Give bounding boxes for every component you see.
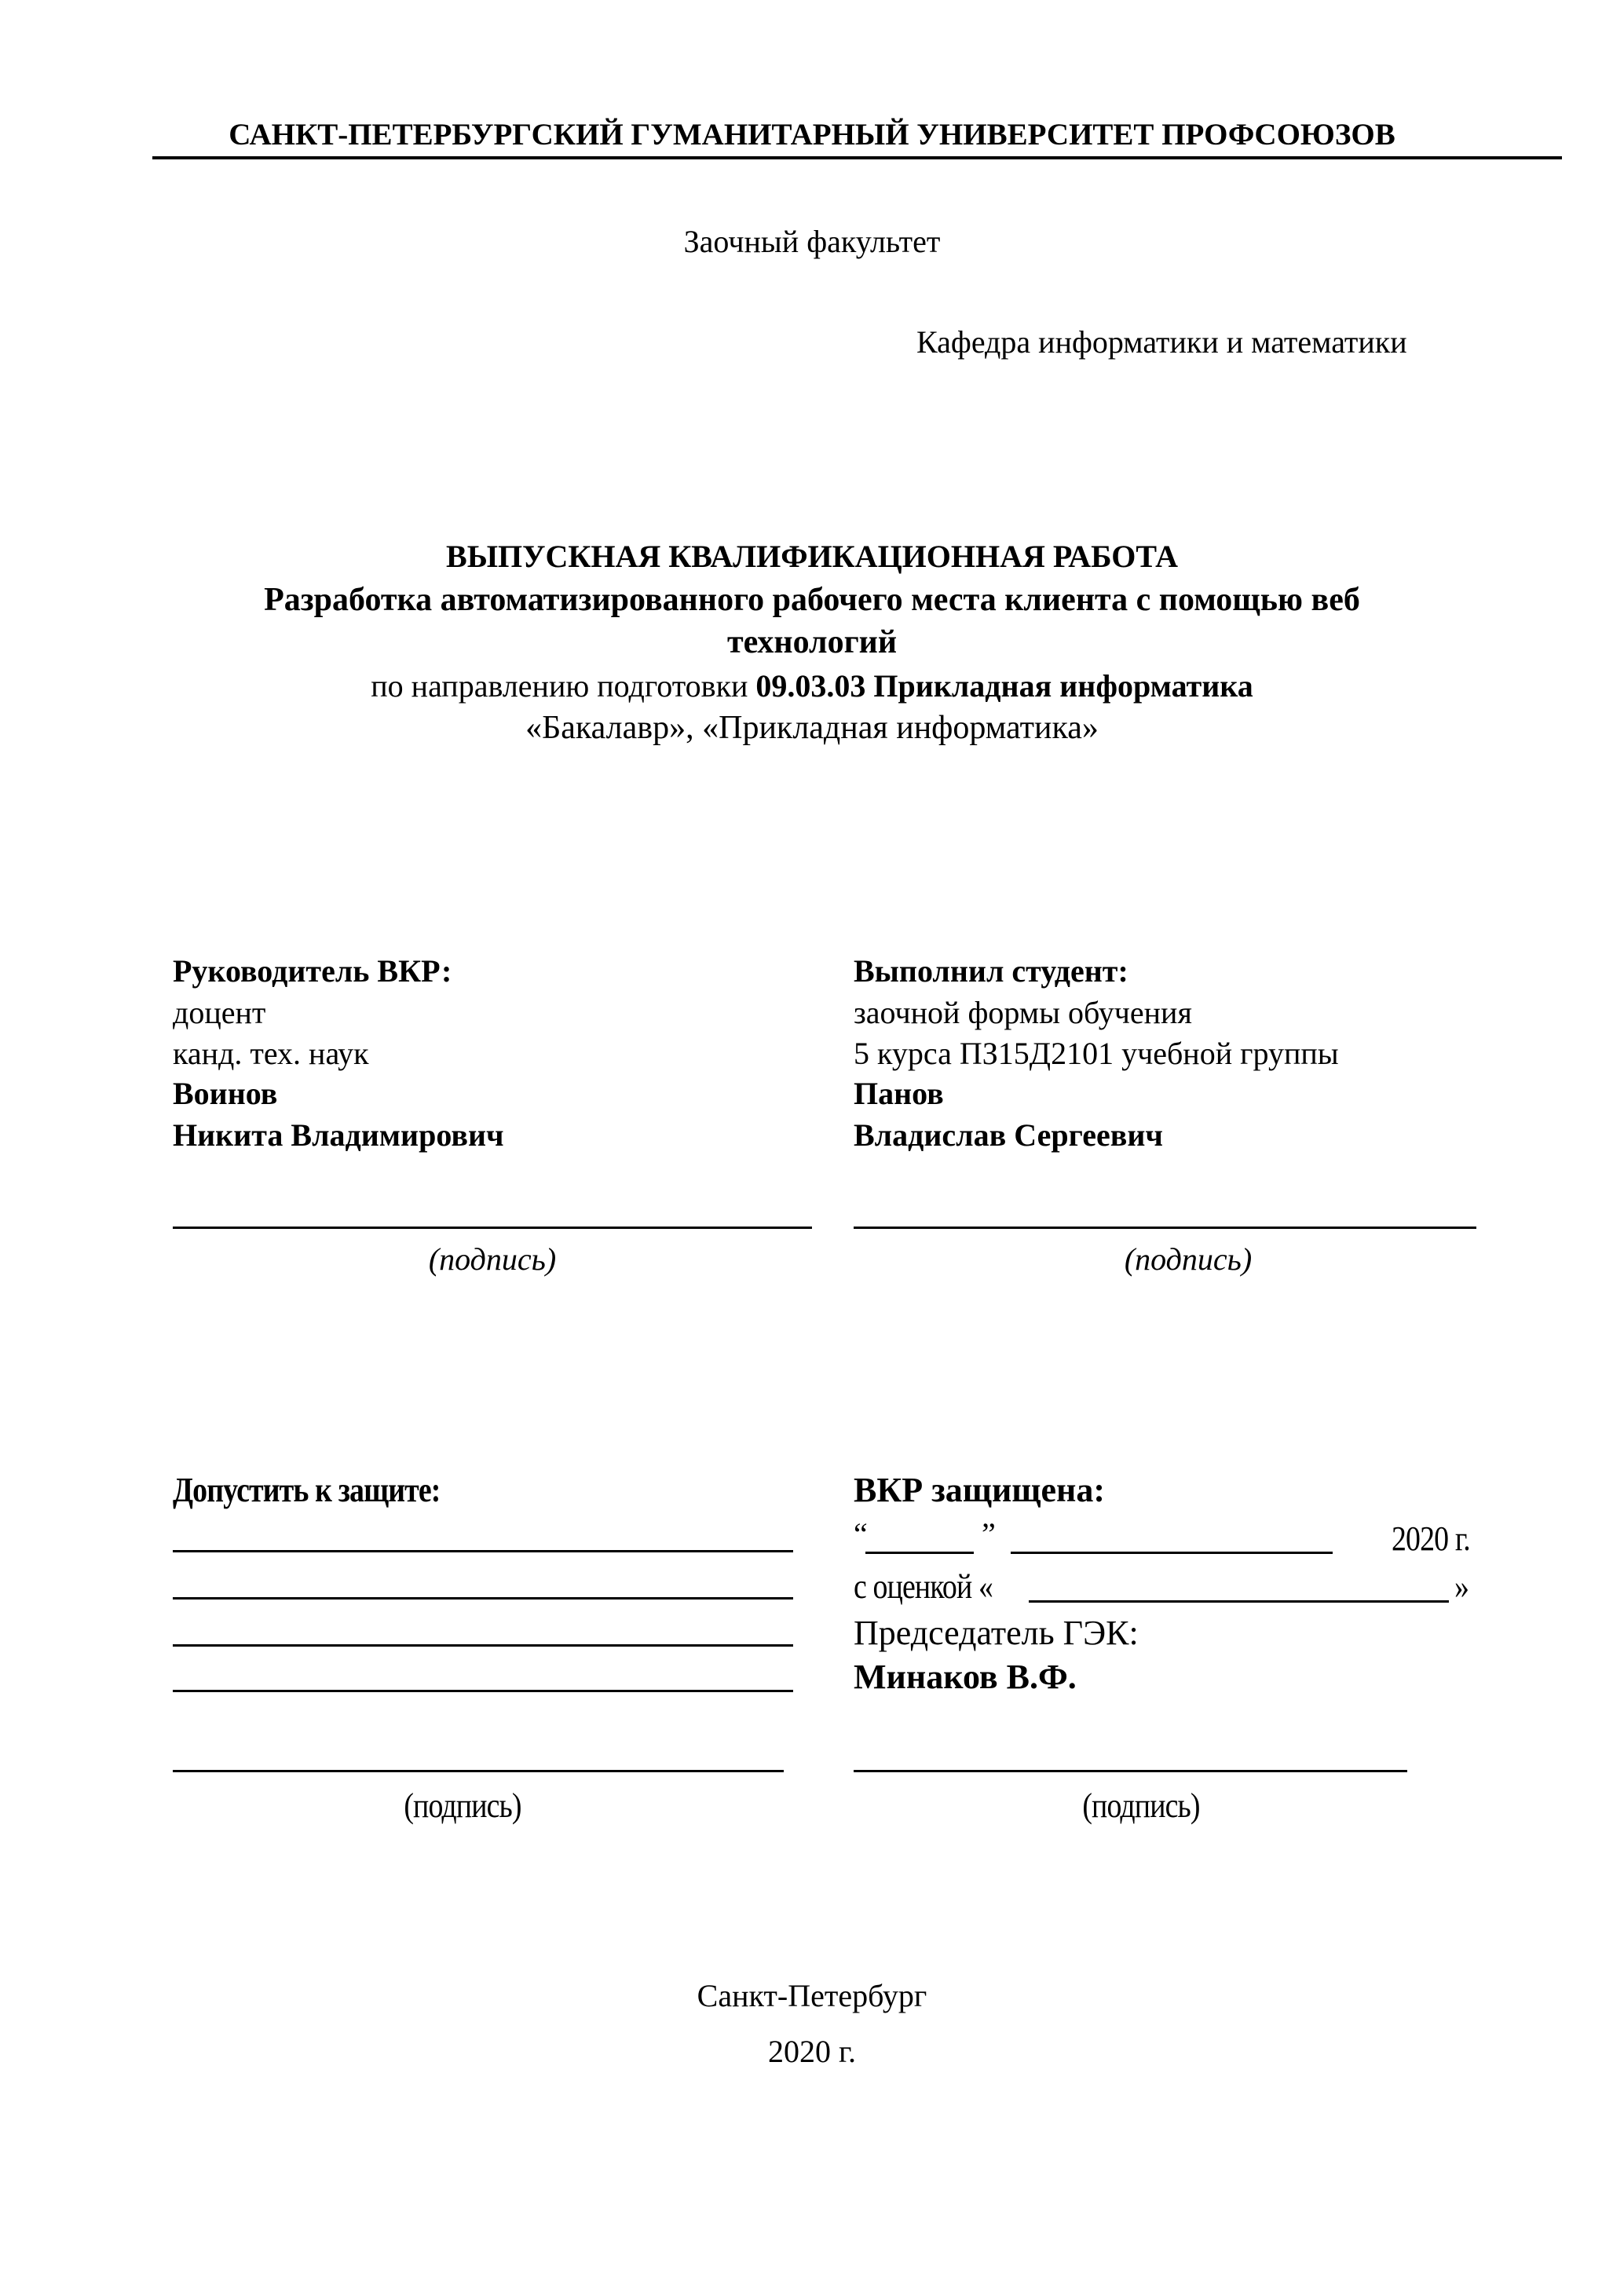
admission-signature-line [173, 1770, 784, 1772]
admission-heading: Допустить к защите: [173, 1471, 441, 1509]
admission-line-3 [173, 1644, 793, 1647]
supervisor-name: Никита Владимирович [173, 1117, 504, 1153]
supervisor-position: доцент [173, 995, 266, 1030]
university-name: САНКТ-ПЕТЕРБУРГСКИЙ ГУМАНИТАРНЫЙ УНИВЕРСИТЕТ ПРОФСОЮЗОВ [229, 118, 1395, 152]
defense-year: 2020 г. [1392, 1519, 1470, 1558]
student-heading: Выполнил студент: [854, 953, 1128, 989]
defense-chair-label: Председатель ГЭК: [854, 1614, 1139, 1652]
city: Санкт-Петербург [697, 1978, 927, 2013]
admission-line-2 [173, 1597, 793, 1600]
topic-line-2: технологий [726, 624, 898, 660]
defense-heading: ВКР защищена: [854, 1471, 1105, 1509]
work-type: ВЫПУСКНАЯ КВАЛИФИКАЦИОННАЯ РАБОТА [446, 539, 1178, 574]
defense-day-line [865, 1552, 974, 1554]
student-name: Владислав Сергеевич [854, 1117, 1163, 1153]
year: 2020 г. [768, 2034, 856, 2069]
student-surname: Панов [854, 1076, 944, 1111]
admission-line-4 [173, 1690, 793, 1692]
defense-grade-line [1029, 1600, 1449, 1603]
student-group: 5 курса ПЗ15Д2101 учебной группы [854, 1036, 1339, 1071]
defense-date-close-quote: ” [982, 1516, 996, 1552]
direction-code: 09.03.03 Прикладная информатика [755, 668, 1253, 704]
admission-signature-label: (подпись) [404, 1786, 521, 1825]
defense-signature-line [854, 1770, 1407, 1772]
admission-line-1 [173, 1550, 793, 1552]
defense-grade-prefix: с оценкой « [854, 1567, 993, 1606]
direction-prefix: по направлению подготовки [371, 668, 756, 704]
defense-month-line [1011, 1552, 1333, 1554]
topic-line-1: Разработка автоматизированного рабочего места клиента с помощью веб [264, 582, 1360, 618]
defense-date-open-quote: “ [854, 1516, 868, 1552]
supervisor-degree: канд. тех. наук [173, 1036, 369, 1071]
defense-chair-name: Минаков В.Ф. [854, 1658, 1077, 1696]
student-form: заочной формы обучения [854, 995, 1192, 1030]
defense-grade-suffix: » [1454, 1567, 1469, 1606]
header-rule [152, 156, 1562, 159]
degree: «Бакалавр», «Прикладная информатика» [525, 710, 1099, 746]
faculty: Заочный факультет [683, 224, 941, 259]
department: Кафедра информатики и математики [916, 324, 1407, 360]
supervisor-signature-line [173, 1227, 812, 1229]
supervisor-signature-label: (подпись) [428, 1241, 557, 1277]
defense-signature-label: (подпись) [1082, 1786, 1200, 1825]
student-signature-line [854, 1227, 1476, 1229]
supervisor-surname: Воинов [173, 1076, 278, 1111]
student-signature-label: (подпись) [1124, 1241, 1253, 1277]
direction [0, 667, 1624, 705]
supervisor-heading: Руководитель ВКР: [173, 953, 452, 989]
